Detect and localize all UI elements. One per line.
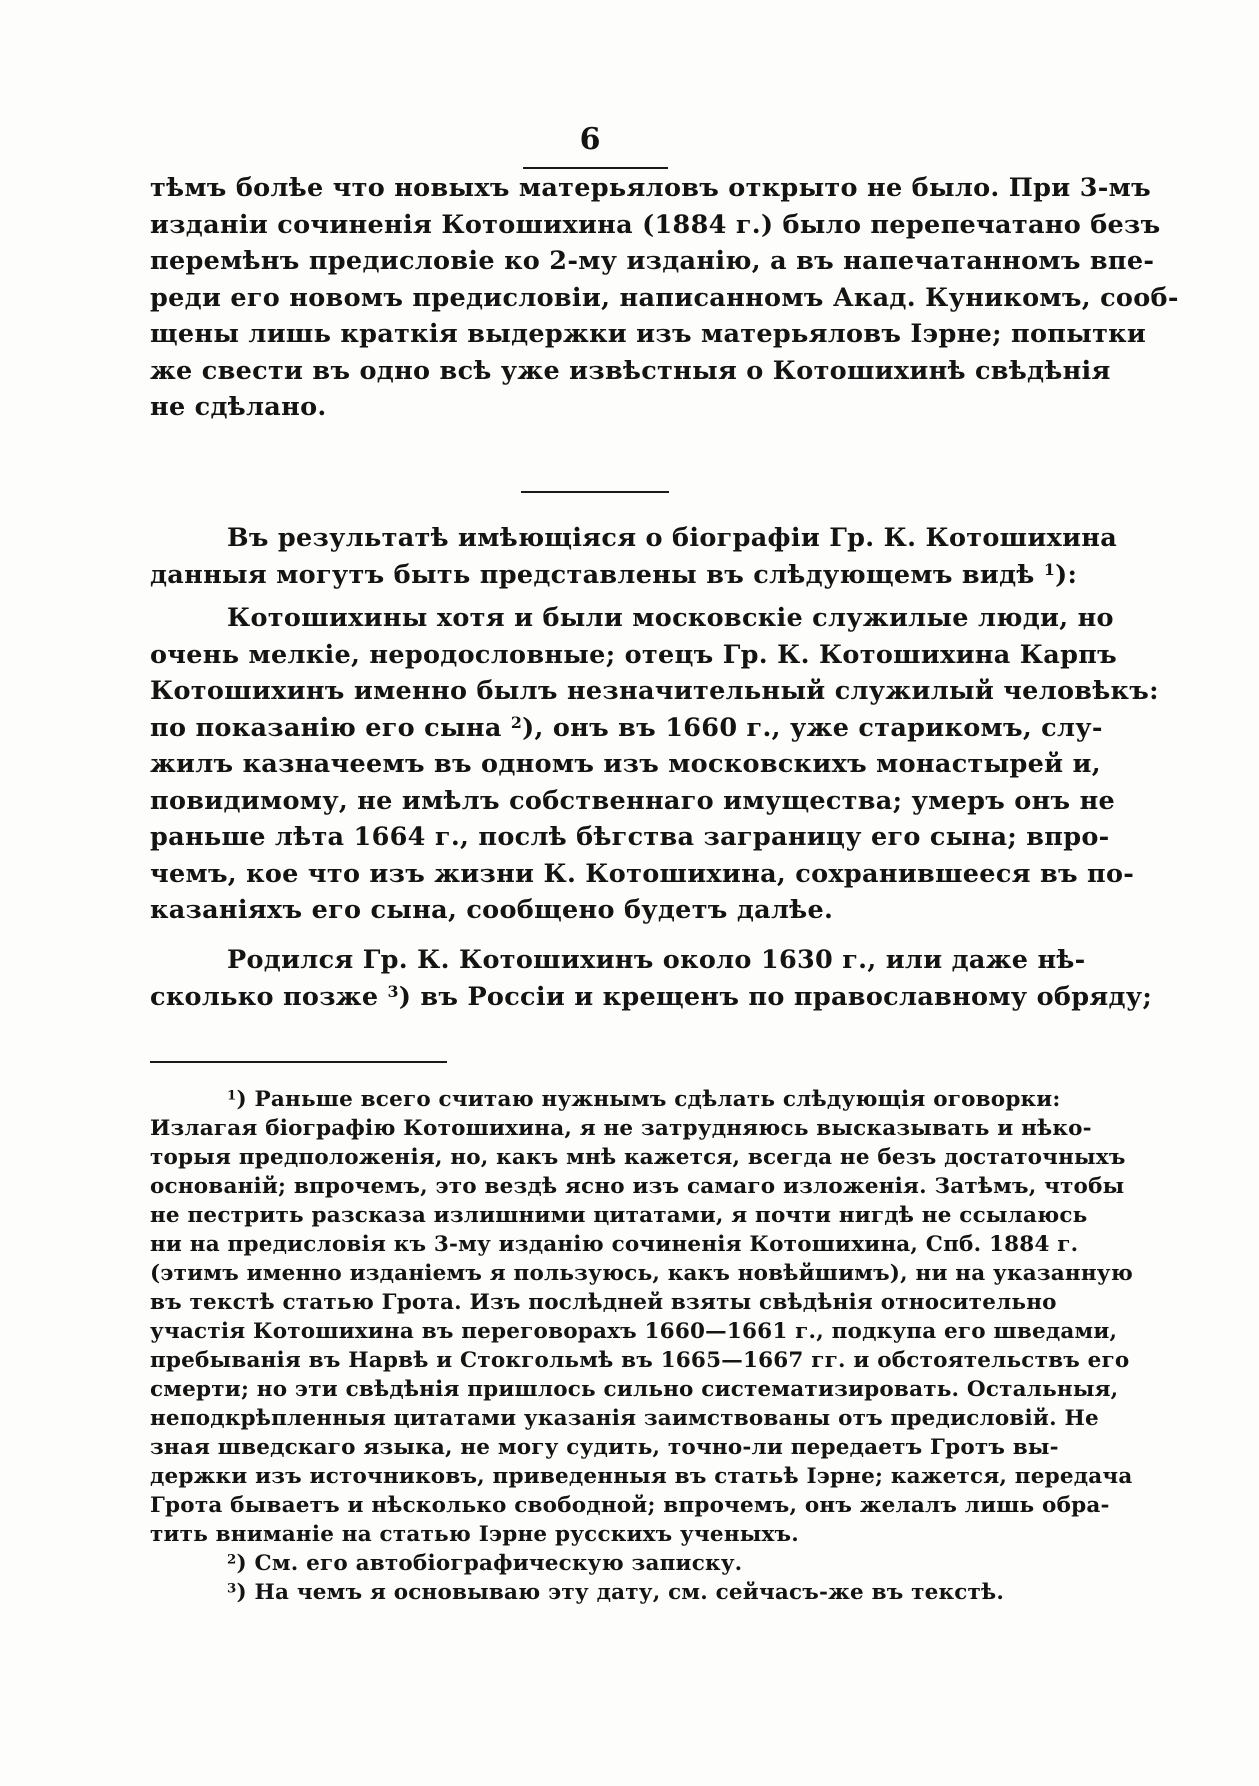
text-line: повидимому, не имѣлъ собственнаго имущества; умеръ онъ не [150,785,1116,816]
text-line: очень мелкіе, неродословные; отецъ Гр. К. Котошихина Карпъ [150,639,1118,670]
text-line [150,710,1103,747]
text-line: же свести въ одно всѣ уже извѣстныя о Котошихинѣ свѣдѣнія [150,355,1111,386]
text-line: казаніяхъ его сына, сообщено будетъ далѣе. [150,895,834,925]
paragraph-birth [150,942,1153,1015]
footnote-ref: 1 [1043,559,1056,579]
footnote-line: ни на предисловія къ 3-му изданію сочиненія Котошихина, Спб. 1884 г. [150,1232,1079,1257]
footnote-line: (этимъ именно изданіемъ я пользуюсь, какъ новѣйшимъ), ни на указанную [150,1261,1134,1286]
text-line: раньше лѣта 1664 г., послѣ бѣгства заграницу его сына; впро- [150,822,1110,852]
line-text: ): [1055,559,1078,590]
footnote-marker: 2 [227,1551,237,1568]
footnote-line: въ текстѣ статью Грота. Изъ послѣдней взяты свѣдѣнія относительно [150,1290,1057,1315]
page-number: 6 [579,122,601,157]
page-number-underline [523,167,668,169]
footnote-line: держки изъ источниковъ, приведенныя въ статьѣ Іэрне; кажется, передача [150,1464,1133,1489]
footnote-line: основаній; впрочемъ, это вездѣ ясно изъ самаго изложенія. Затѣмъ, чтобы [150,1174,1125,1199]
text-line: жилъ казначеемъ въ одномъ изъ московскихъ монастырей и, [150,749,1101,779]
footnote-line: не пестрить разсказа излишними цитатами, я почти нигдѣ не ссылаюсь [150,1203,1088,1228]
section-intro [150,520,1118,593]
footnote-line: смерти; но эти свѣдѣнія пришлось сильно систематизировать. Остальныя, [150,1377,1119,1402]
section-divider [521,491,669,493]
footnote-line [150,1578,1052,1607]
line-text: ), онъ въ 1660 г., уже старикомъ, слу- [522,712,1103,743]
footnote-marker: 3 [227,1580,237,1597]
line-text: ) На чемъ я основываю эту дату, см. сейчасъ-же въ текстѣ. [236,1580,1005,1605]
footnote-ref: 3 [387,981,399,1001]
line-text: ) См. его автобіографическую записку. [236,1551,743,1576]
paragraph-father [150,600,1159,929]
footnote-line: тить вниманіе на статью Іэрне русскихъ ученыхъ. [150,1522,799,1547]
paragraph-continuation [150,170,1179,426]
footnote-separator [150,1061,447,1063]
text-line: Котошихины хотя и были московскіе служилые люди, но [227,603,1114,633]
text-line: не сдѣлано. [150,392,327,422]
text-line: тѣмъ болѣе что новыхъ матерьяловъ открыто не было. При 3-мъ [150,173,1151,203]
footnote-line: зная шведскаго языка, не могу судить, точно-ли передаетъ Гротъ вы- [150,1435,1059,1460]
text-line: изданіи сочиненія Котошихина (1884 г.) было перепечатано безъ [150,209,1161,240]
line-text: по показанію его сына [150,712,511,743]
footnote-line: неподкрѣпленныя цитатами указанія заимствованы отъ предисловій. Не [150,1406,1099,1431]
text-line [150,557,1078,594]
line-text: ) въ Россіи и крещенъ по православному обряду; [398,981,1153,1012]
footnote-line: участія Котошихина въ переговорахъ 1660—1661 г., подкупа его шведами, [150,1319,1118,1344]
footnote-line: Грота бываетъ и нѣсколько свободной; впрочемъ, онъ желалъ лишь обра- [150,1493,1110,1518]
footnote-line: Излагая біографію Котошихина, я не затрудняюсь высказывать и нѣко- [150,1116,1092,1141]
footnote-line: торыя предположенія, но, какъ мнѣ кажется, всегда не безъ достаточныхъ [150,1145,1126,1170]
text-line: Котошихинъ именно былъ незначительный служилый человѣкъ: [150,676,1159,706]
line-text: сколько позже [150,981,388,1012]
footnote-ref: 2 [510,712,523,732]
footnote-line [150,1549,1052,1578]
text-line: перемѣнъ предисловіе ко 2-му изданію, а въ напечатанномъ впе- [150,246,1155,276]
footnotes [150,1085,1134,1607]
line-text: ) Раньше всего считаю нужнымъ сдѣлать слѣдующія оговорки: [236,1087,1061,1112]
footnote-marker: 1 [227,1087,237,1104]
text-line: щены лишь краткія выдержки изъ матерьяловъ Іэрне; попытки [150,319,1147,349]
text-line: реди его новомъ предисловіи, написанномъ Акад. Куникомъ, сооб- [150,282,1179,313]
text-line: Въ результатѣ имѣющіяся о біографіи Гр. К. Котошихина [227,523,1118,553]
footnote-line [150,1085,1061,1114]
footnote-line: пребыванія въ Нарвѣ и Стокгольмѣ въ 1665—1667 гг. и обстоятельствъ его [150,1348,1130,1373]
text-line: Родился Гр. К. Котошихинъ около 1630 г., или даже нѣ- [227,945,1086,975]
text-line [150,979,1153,1016]
text-line: чемъ, кое что изъ жизни К. Котошихина, сохранившееся въ по- [150,858,1135,889]
line-text: данныя могутъ быть представлены въ слѣдующемъ видѣ [150,559,1044,590]
